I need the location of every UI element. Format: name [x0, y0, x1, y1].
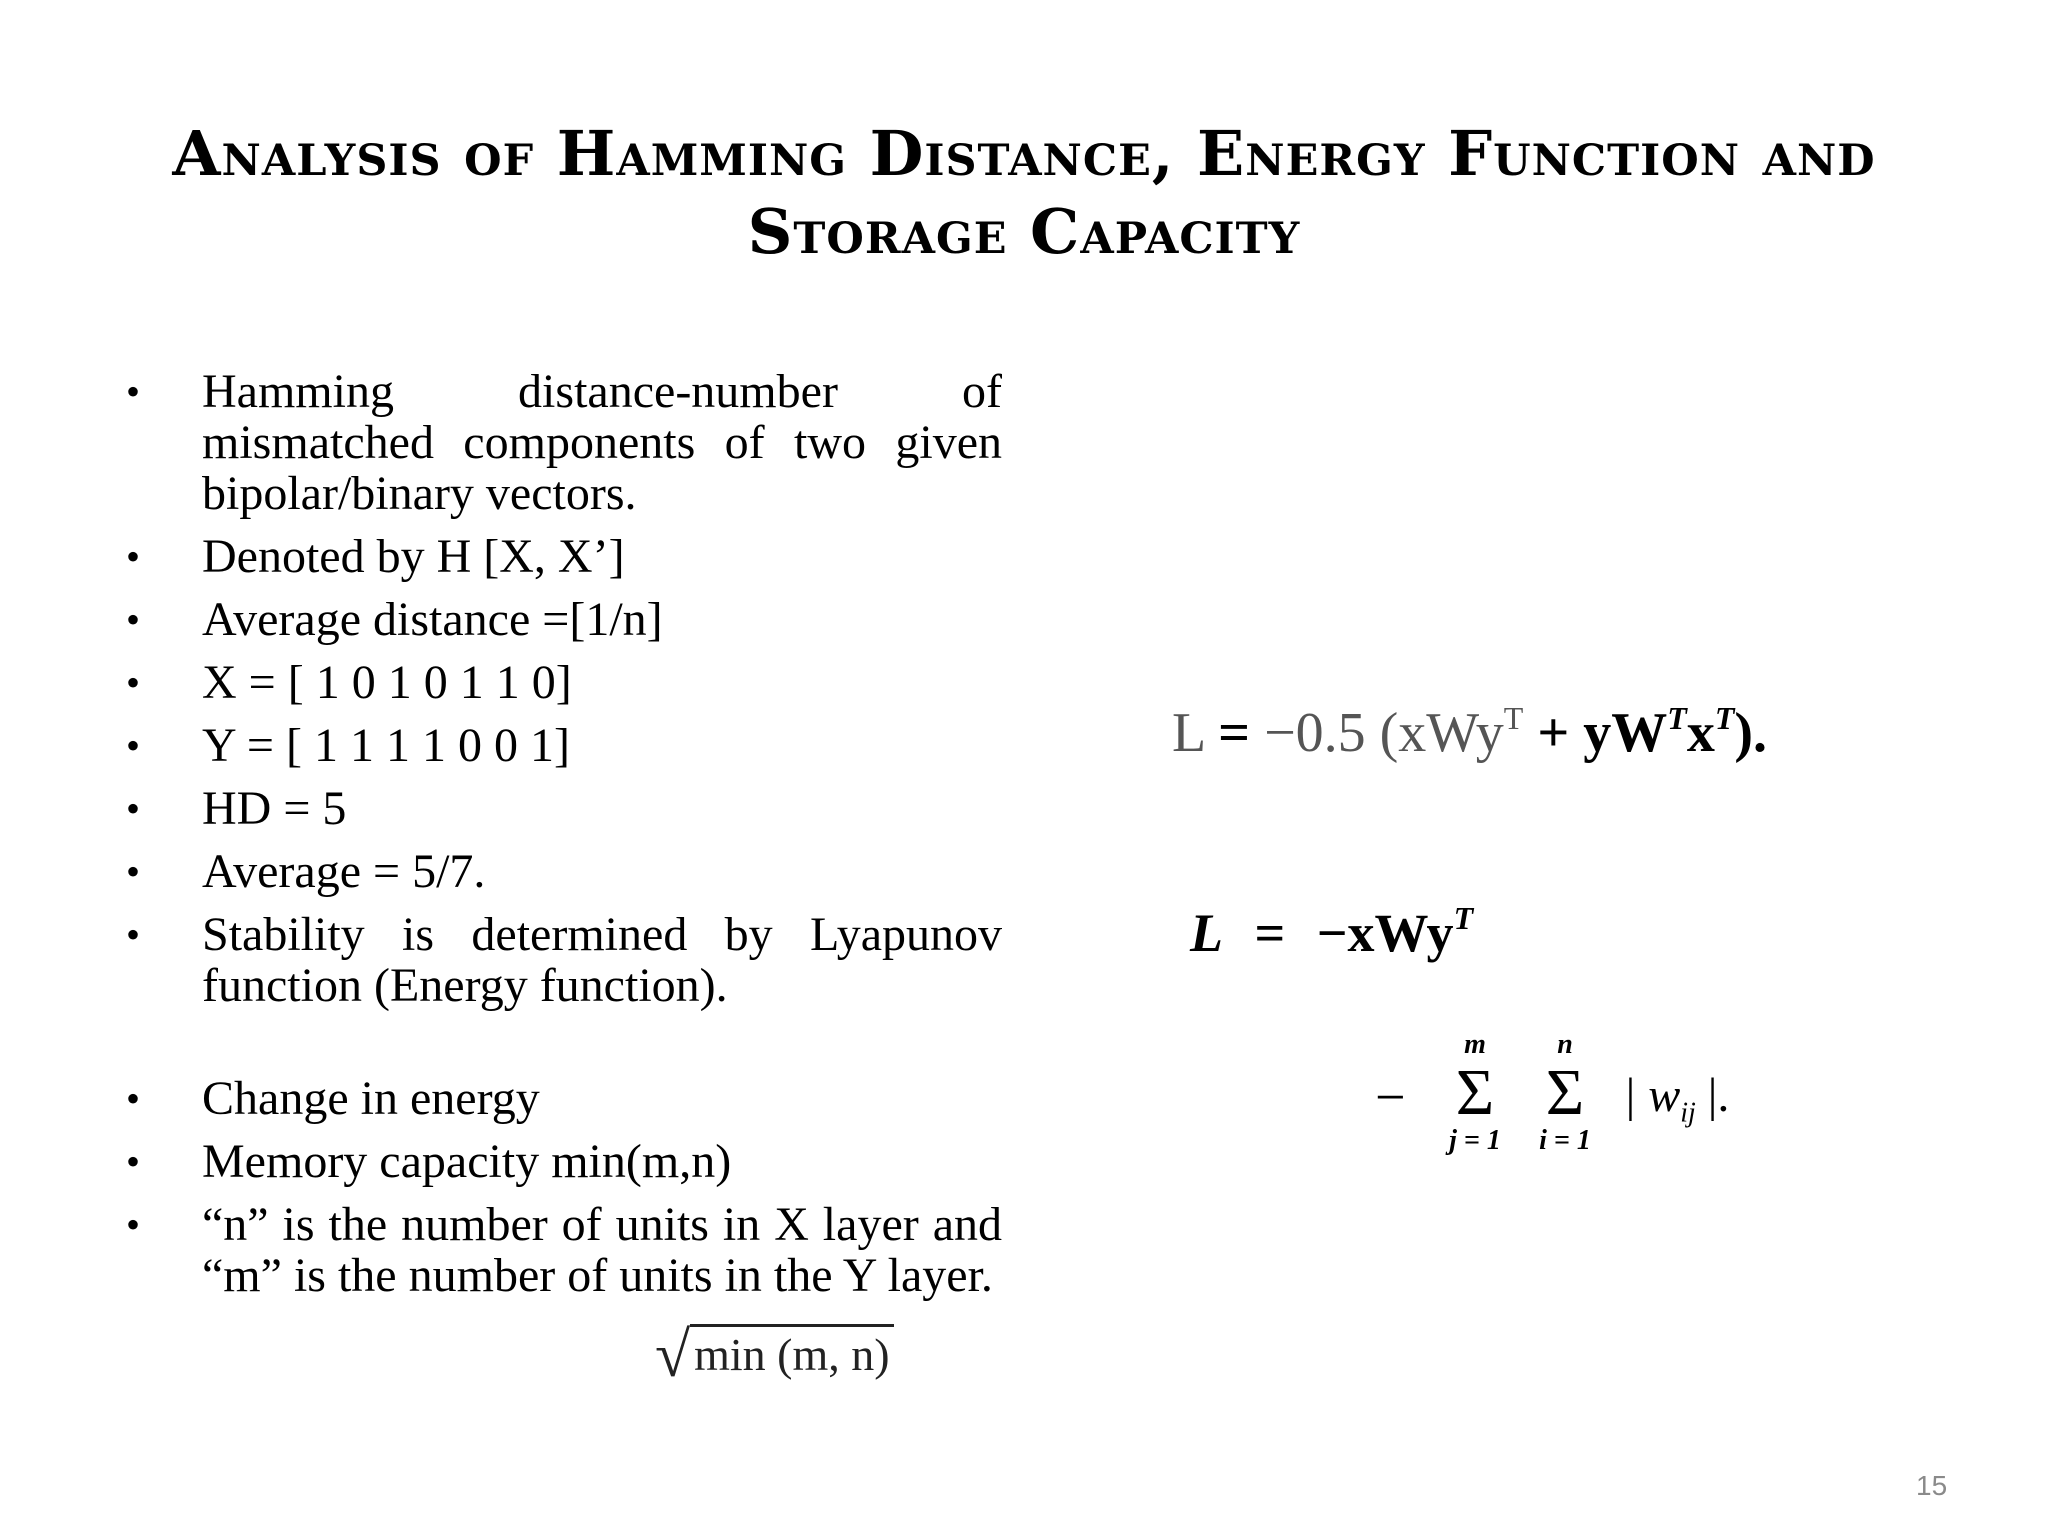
bullet-text: Y = [ 1 1 1 1 0 0 1] — [202, 719, 570, 772]
bullet-text: “n” is the number of units in X layer and “m” is the number of units in the Y layer. — [202, 1198, 1002, 1302]
list-item — [122, 846, 1002, 897]
formula-end: ). — [1734, 702, 1768, 764]
bullet-text: Average = 5/7. — [202, 845, 486, 898]
formula-superscript: T — [1714, 700, 1735, 736]
bullet-icon: • — [126, 786, 141, 831]
formula-superscript: T — [1667, 700, 1687, 736]
formula-term: x — [1686, 702, 1715, 764]
bullet-icon: • — [126, 1076, 141, 1121]
bullet-text: Change in energy — [202, 1072, 540, 1125]
capacity-formula — [655, 1318, 894, 1392]
energy-function-formula — [1172, 700, 1767, 765]
list-item — [122, 531, 1002, 582]
sigma-icon: Σ — [1455, 1056, 1495, 1129]
formula-plus: + — [1537, 702, 1570, 764]
bullet-icon: • — [126, 849, 141, 894]
bullet-text: Average distance =[1/n] — [202, 593, 663, 646]
energy-change-formula — [1375, 1030, 1795, 1180]
formula-equals: = — [1254, 903, 1286, 963]
radical-icon: √ — [655, 1319, 691, 1390]
bullet-text: Denoted by H [X, X’] — [202, 530, 625, 583]
formula-rhs: −xWy — [1316, 903, 1454, 963]
energy-simple-formula — [1190, 900, 1473, 964]
bullet-text: X = [ 1 0 1 0 1 1 0] — [202, 656, 572, 709]
radicand: min (m, n) — [690, 1324, 893, 1380]
formula-term: yW — [1583, 702, 1668, 764]
formula-lhs: L — [1190, 903, 1223, 963]
list-item — [122, 783, 1002, 834]
formula-equals: = — [1218, 702, 1251, 764]
bullet-icon: • — [126, 597, 141, 642]
formula-superscript: T — [1503, 700, 1524, 736]
bullet-text: HD = 5 — [202, 782, 347, 835]
bullet-icon: • — [126, 1202, 141, 1247]
list-item — [122, 1136, 1002, 1187]
sum-lower-limit: j = 1 — [1449, 1125, 1501, 1156]
bullet-icon: • — [126, 660, 141, 705]
formula-end: |. — [1695, 1069, 1730, 1122]
bullet-icon: • — [126, 534, 141, 579]
formula-superscript: T — [1453, 900, 1474, 936]
bullet-icon: • — [126, 1139, 141, 1184]
page-number: 15 — [1916, 1470, 1948, 1501]
list-item — [122, 1199, 1002, 1301]
list-item — [122, 909, 1002, 1011]
list-item — [122, 594, 1002, 645]
list-item — [122, 366, 1002, 519]
bullet-list — [122, 366, 1002, 1313]
bullet-text: Stability is determined by Lyapunov function (Energy function). — [202, 908, 1002, 1012]
bullet-icon: • — [126, 912, 141, 957]
bullet-icon: • — [126, 723, 141, 768]
sum-upper-limit: n — [1557, 1029, 1573, 1060]
formula-lhs: L — [1172, 702, 1205, 764]
list-item — [122, 720, 1002, 771]
sigma-icon: Σ — [1545, 1056, 1585, 1129]
bullet-text: Hamming distance-number of mismatched components of two given bipolar/binary vectors. — [202, 365, 1002, 520]
sum-lower-limit: i = 1 — [1539, 1125, 1591, 1156]
list-item — [122, 1073, 1002, 1124]
slide-title: Analysis of Hamming Distance, Energy Function and Storage Capacity — [172, 117, 1876, 268]
formula-minus: − — [1375, 1067, 1406, 1127]
bullet-text: Memory capacity min(m,n) — [202, 1135, 732, 1188]
summation-i — [1525, 1030, 1605, 1156]
bullet-icon: • — [126, 369, 141, 414]
weight-term — [1623, 1068, 1729, 1130]
list-item — [122, 657, 1002, 708]
weight-symbol: | w — [1623, 1069, 1681, 1122]
sum-upper-limit: m — [1464, 1029, 1486, 1060]
weight-subscript: ij — [1680, 1097, 1696, 1129]
formula-coefficient: −0.5 (xWy — [1264, 702, 1504, 764]
summation-j — [1435, 1030, 1515, 1156]
